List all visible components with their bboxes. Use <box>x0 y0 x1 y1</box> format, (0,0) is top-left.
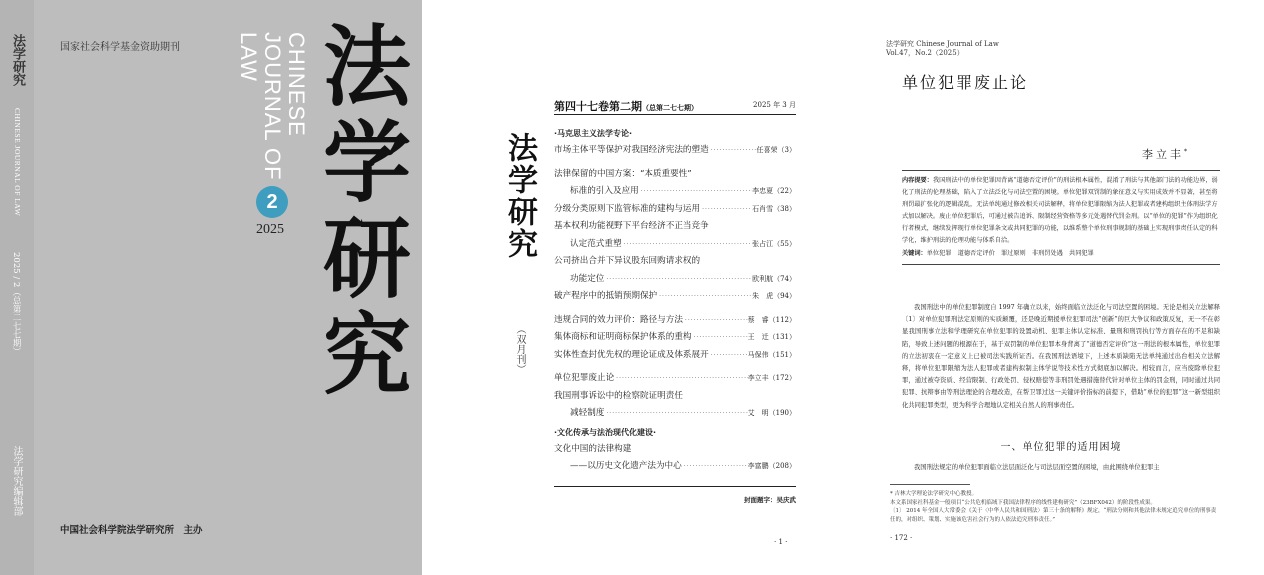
toc-entry-author-page: 石肖雪（38） <box>752 204 796 213</box>
footnote-funding: 本文系国家社科基金一般项目“公共危机临域下我国法律程序的线性建构研究”（23BFX042）的阶段性成果。 <box>890 499 1156 506</box>
toc-leader-dots <box>682 458 748 476</box>
toc-entry-title: 基本权利功能视野下平台经济不正当竞争 <box>554 221 709 231</box>
footnote-rule <box>890 484 970 485</box>
toc-entry[interactable] <box>554 201 796 219</box>
toc-entry-title: 标准的引入及应用 <box>570 186 639 196</box>
toc-frequency: （双月刊） <box>514 324 525 374</box>
article-page-number: · 172 · <box>890 534 913 542</box>
toc-leader-dots <box>683 312 748 330</box>
article-abstract <box>902 170 1220 265</box>
footnotes <box>890 490 1220 524</box>
toc-section-heading: ·文化传承与法治现代化建设· <box>554 427 657 437</box>
article-author: 李立丰* <box>1142 148 1190 161</box>
toc-entry-author-page: 朱 虎（94） <box>752 292 796 300</box>
journal-name <box>886 40 999 58</box>
toc-leader-dots <box>622 236 753 254</box>
toc-entry[interactable] <box>554 312 796 330</box>
toc-entry[interactable] <box>554 370 796 388</box>
toc-entry[interactable] <box>554 347 796 365</box>
journal-name-cn: 法学研究 <box>886 40 914 48</box>
cover-institute: 中国社会科学院法学研究所 主办 <box>60 525 203 536</box>
keywords <box>902 248 1220 260</box>
cover-year: 2025 <box>256 222 284 237</box>
keywords-label: 关键词： <box>902 250 927 257</box>
table-of-contents-page <box>436 0 816 575</box>
footnote-author: * 吉林大学理论法学研究中心教授。 <box>890 491 977 497</box>
toc-entry[interactable] <box>554 142 796 160</box>
toc-entry[interactable] <box>554 329 796 347</box>
toc-leader-dots <box>639 183 752 201</box>
toc-entry-title: 功能定位 <box>570 273 605 284</box>
toc-leader-dots <box>614 370 747 388</box>
toc-entry-author-page: 蔡 睿（112） <box>747 315 796 324</box>
toc-entry-author-page: 马保伟（151） <box>747 350 796 359</box>
toc-entry-title: 集体商标和证明商标保护体系的重构 <box>554 332 692 342</box>
toc-header <box>554 98 796 115</box>
toc-entry-title: 我国刑事诉讼中的检察院证明责任 <box>554 390 683 401</box>
author-footnote-mark: * <box>1184 148 1190 156</box>
toc-entry[interactable] <box>554 218 796 236</box>
toc-entry[interactable] <box>554 271 796 289</box>
toc-entry-title: 认定范式重塑 <box>570 238 622 249</box>
toc-leader-dots <box>604 271 752 289</box>
keywords-text: 单位犯罪 道德否定评价 罪过原则 非刑罚处遇 共同犯罪 <box>926 250 1094 257</box>
section-heading: 一、单位犯罪的适用困境 <box>1000 442 1122 453</box>
toc-volume: 第四十七卷第二期（总第二七七期） <box>554 100 698 113</box>
toc-entry-title: 实体性查封优先权的理论证成及体系展开 <box>554 349 709 360</box>
toc-entry[interactable] <box>554 388 796 406</box>
toc-page-number: · 1 · <box>774 538 788 546</box>
toc-entry-author-page: 任喜荣（3） <box>756 146 796 154</box>
spine-logo: 法学研究 <box>10 34 25 86</box>
abstract-label: 内容提要： <box>902 177 933 184</box>
toc-leader-dots <box>692 329 748 347</box>
toc-leader-dots <box>700 201 752 219</box>
toc-entry-title: 破产程序中的抵销预期保护 <box>554 291 658 301</box>
toc-entry-author-page: 李忠夏（22） <box>752 187 796 195</box>
toc-entry-title: 单位犯罪废止论 <box>554 373 615 383</box>
toc-entry[interactable] <box>554 166 796 184</box>
toc-entry[interactable] <box>554 183 796 201</box>
toc-entry-title: 分级分类原则下监管标准的建构与运用 <box>554 203 701 214</box>
toc-leader-dots <box>604 405 747 423</box>
issue-number-badge: 2 <box>256 186 288 218</box>
journal-name-en: Chinese Journal of Law <box>916 40 999 48</box>
cover-english-title: CHINESE JOURNAL OF LAW <box>236 32 309 181</box>
toc-leader-dots <box>709 142 757 160</box>
spine-english-title: CHINESE JOURNAL OF LAW <box>13 108 22 217</box>
toc-section-heading: ·马克思主义法学专论· <box>554 129 633 138</box>
abstract-text: 我国刑法中的单位犯罪因背离“道德否定评价”的刑法根本属性，混淆了刑法与其他部门法的功能边界，弱化了刑法的伦理基础，陷入了立法泛化与司法空置的困境。单位犯罪双罚制的象征意义与实用成效并不显著，甚至将刑罚最扩张化的逻辑混乱，无法单纯通过修改相关司法解释，将单位犯罪限缩为法人犯罪或者建构组织主体刑法学方式加以解决。废止单位犯罪后，可通过被告追诉、限制经营资格等多元处遇替代罚金刑。以“单位的犯罪”作为组织化行者模式，继续发挥现行单位犯罪条文或共同犯罪的功能，以维系整个单位刑事规制的基础上实现刑事责任认定的科学化，维护刑法的伦理功能与体系自洽。 <box>902 177 1218 244</box>
toc-entry[interactable] <box>554 253 796 271</box>
toc-entry[interactable] <box>554 441 796 459</box>
article-title: 单位犯罪废止论 <box>902 73 1029 92</box>
toc-entry-author-page: 李立丰（172） <box>747 374 796 382</box>
journal-volume: Vol.47，No.2（2025） <box>886 49 964 57</box>
toc-logo: 法学研究 <box>502 132 537 260</box>
article-page <box>830 0 1264 575</box>
toc-entry-title: 市场主体平等保护对我国经济宪法的塑造 <box>554 145 709 155</box>
toc-list <box>554 124 796 476</box>
toc-entry[interactable] <box>554 288 796 306</box>
toc-entry-title: 违规合同的效力评价：路径与方法 <box>554 314 683 325</box>
toc-entry-author-page: 艾 明（190） <box>747 409 796 417</box>
journal-cover <box>0 0 422 575</box>
toc-entry-title: 减轻制度 <box>570 408 605 418</box>
toc-entry-title: 文化中国的法律构建 <box>554 443 632 454</box>
toc-entry-title: 法律保留的中国方案：“本质重要性” <box>554 168 692 179</box>
toc-leader-dots <box>709 347 748 365</box>
toc-entry-author-page: 王 迁（131） <box>747 333 796 341</box>
toc-entry[interactable] <box>554 236 796 254</box>
toc-date: 2025 年 3 月 <box>753 101 796 109</box>
funding-label: 国家社会科学基金资助期刊 <box>60 42 180 53</box>
article-body: 我国刑法中的单位犯罪制度自 1997 年确立以来，始终面临立法泛化与司法空置的困境。无论是相关立法解释〔1〕对单位犯罪刑法定原则的实质颠覆，还是晚近期援单位犯罪司法“创新”的巨大争议和政策反复，无一不在彰显我国刑事立法和学理研究在单位犯罪的设置动机、犯罪主体认定标准、量刑和刑罚执行等方面存在的不足和缺陷，导致上述问题的根源在于，基于双罚制的单位犯罪本身背离了“道德否定评价”这一刑法的根本属性，单位犯罪的立法初衷在一定意义上已被司法实践所证否。在我国刑法语境下，上述本质缺陷无法单纯通过出台相关立法解释，将单位犯罪限缩为法人犯罪或者建构拟制主体学说等技术性方式彻底加以解决。相较而言，应当废除单位犯罪，通过被夺资质、经营限制、行政处罚、侵权赔偿等非刑罚处遇措施替代针对单位主体的罚金刑，同时通过共同犯罪、抗辩事由等刑法理论的合理改造，在帮卫罪过这一关键评价指标的前提下，借助“单位的犯罪”这一新型组织化共同犯罪类型，更为科学合理地认定相关自然人的刑事责任。 <box>902 304 1220 409</box>
cover-credit: 封面题字：吴庆武 <box>744 496 796 504</box>
toc-entry-author-page: 欧利航（74） <box>752 274 796 283</box>
toc-footer <box>554 486 796 504</box>
footnote-1: 〔1〕 2014 年全国人大常委会《关于〈中华人民共和国刑法〉第三十条的解释》规定，“刑法分则和其他法律未规定追究单位的刑事责任的，对组织、策划、实施该危害社会行为的人依法追究刑事责任。” <box>890 508 1217 523</box>
spine-publisher: 法学研究编辑部 <box>11 446 22 516</box>
toc-entry-title: ——以历史文化遗产法为中心 <box>570 461 682 471</box>
toc-leader-dots <box>657 288 752 306</box>
toc-entry-author-page: 张占江（55） <box>752 239 796 248</box>
toc-entry-title: 公司挤出合并下异议股东回购请求权的 <box>554 256 701 266</box>
article-body-continued: 我国刑法规定的单位犯罪面临立法层面泛化与司法层面空置的困境，由此围绕单位犯罪主 <box>914 464 1160 471</box>
toc-entry[interactable] <box>554 405 796 423</box>
toc-volume-total: （总第二七七期） <box>642 104 698 112</box>
toc-entry[interactable] <box>554 458 796 476</box>
toc-entry-author-page: 李富鹏（208） <box>747 462 796 470</box>
cover-calligraphy-title: 法学研究 <box>309 20 412 404</box>
spine-issue: 2025 / 2（总第二七七期） <box>11 252 21 356</box>
